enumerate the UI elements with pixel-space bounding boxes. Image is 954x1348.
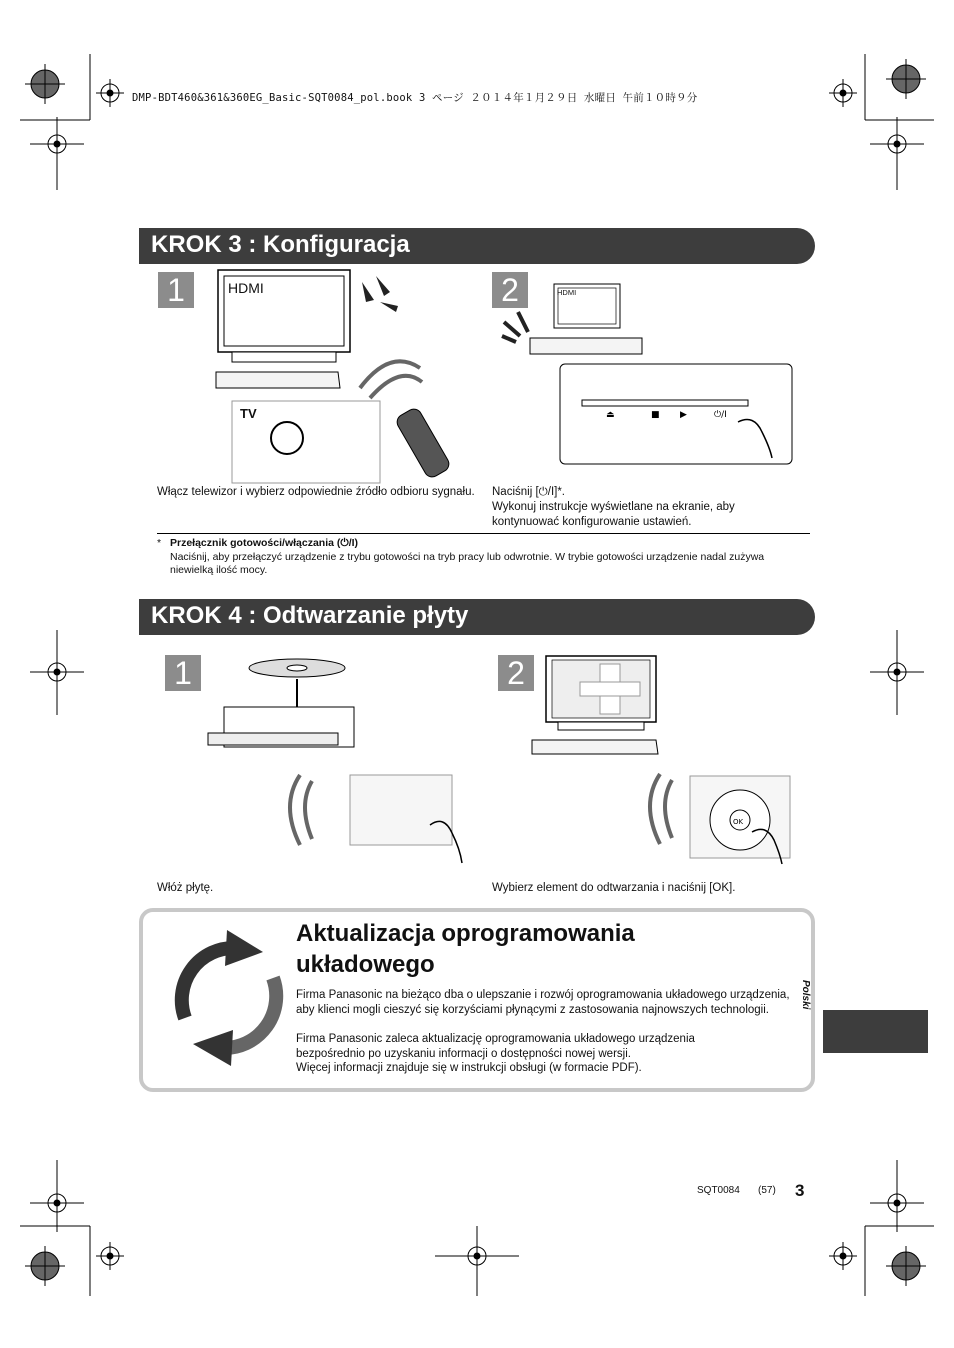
step4-caption-1: Włóż płytę. — [157, 882, 214, 894]
step3-caption-2b: Wykonuj instrukcje wyświetlane na ekranie, aby kontynuować konfigurowanie ustawień. — [492, 501, 735, 528]
orig-page: (57) — [758, 1185, 776, 1196]
svg-text:⏻/I: ⏻/I — [714, 410, 727, 420]
step4-number-1: 1 — [165, 655, 201, 691]
step4-title-bar — [139, 599, 815, 635]
menu-select-illustration — [530, 654, 810, 864]
print-header: DMP-BDT460&361&360EG_Basic-SQT0084_pol.book 3 ページ ２０１４年１月２９日 水曜日 午前１０時９分 — [132, 92, 698, 104]
hdmi-label-2: HDMI — [557, 288, 577, 297]
svg-text:OK: OK — [733, 818, 744, 826]
tv-button-label: TV — [240, 406, 257, 421]
step4-caption-2: Wybierz element do odtwarzania i naciśnij [OK]. — [492, 882, 736, 894]
doc-code: SQT0084 — [697, 1185, 740, 1196]
language-label: Polski — [800, 980, 811, 1010]
insert-disc-illustration — [204, 655, 504, 875]
refresh-arrows-icon — [165, 928, 295, 1068]
svg-text:⏏: ⏏ — [606, 410, 615, 420]
step3-caption-2a: Naciśnij [⏻/I]*. — [492, 486, 566, 498]
tv-and-player-illustration — [210, 268, 470, 488]
firmware-title-2: układowego — [296, 951, 435, 978]
step3-caption-1: Włącz telewizor i wybierz odpowiednie źródło odbioru sygnału. — [157, 486, 475, 498]
step4-number-2: 2 — [498, 655, 534, 691]
step3-number-2: 2 — [492, 272, 528, 308]
footnote-title: Przełącznik gotowości/włączania (⏻/I) — [170, 537, 359, 549]
svg-text:■: ■ — [651, 410, 660, 420]
firmware-paragraph-2: Firma Panasonic zaleca aktualizację oprogramowania układowego urządzenia bezpośrednio po uzyskaniu informacji o dostępności nowej wersji. — [296, 1033, 695, 1060]
language-tab — [823, 1010, 928, 1053]
footnote-divider — [157, 533, 810, 534]
firmware-title-1: Aktualizacja oprogramowania — [296, 920, 635, 947]
footnote-marker: * — [157, 537, 162, 549]
step3-number-1: 1 — [158, 272, 194, 308]
hdmi-label-1: HDMI — [228, 280, 264, 296]
firmware-paragraph-1: Firma Panasonic na bieżąco dba o ulepszanie i rozwój oprogramowania układowego urządzenia, aby klienci mogli cieszyć się korzyściami płynącymi z zastosowania najnowszych technologii. — [296, 989, 790, 1016]
footnote-text: Naciśnij, aby przełączyć urządzenie z trybu gotowości na tryb pracy lub odwrotnie. W trybie gotowości urządzenie nadal zużywa niewielką ilość mocy. — [170, 551, 765, 576]
step3-title: KROK 3 : Konfiguracja — [151, 231, 410, 258]
step4-title: KROK 4 : Odtwarzanie płyty — [151, 602, 469, 629]
page-number: 3 — [795, 1181, 805, 1200]
svg-text:▶: ▶ — [680, 410, 687, 420]
player-front-illustration — [498, 282, 798, 467]
step3-title-bar — [139, 228, 815, 264]
firmware-paragraph-3: Więcej informacji znajduje się w instrukcji obsługi (w formacie PDF). — [296, 1062, 642, 1074]
